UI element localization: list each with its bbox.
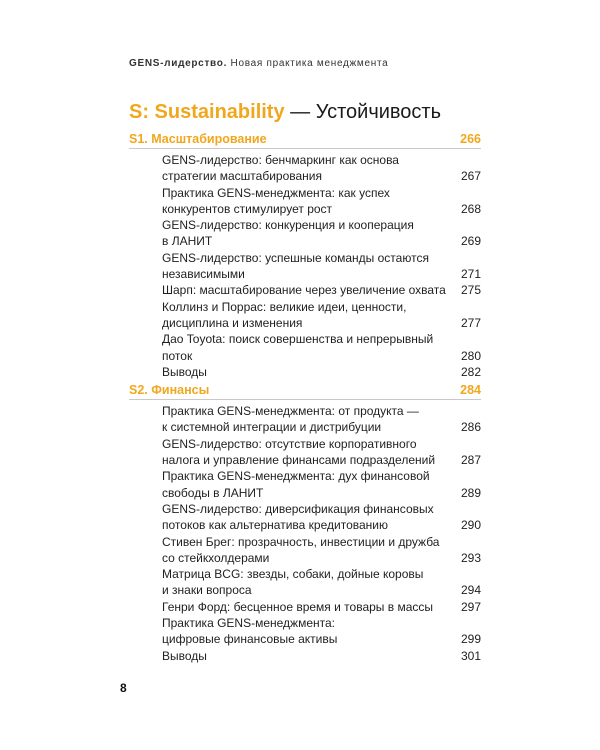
toc-entry-line: [162, 615, 481, 631]
toc-entry-text: GENS-лидерство: конкуренция и кооперация: [162, 218, 414, 233]
toc-entry[interactable]: [129, 648, 481, 664]
toc-entry-line: [162, 266, 481, 282]
toc-entry-page: 271: [460, 267, 481, 282]
toc-entry-line: [162, 185, 481, 201]
toc-entry-page: 293: [460, 550, 481, 565]
toc-entry-page: 282: [460, 364, 481, 379]
toc-entry-text: цифровые финансовые активы: [162, 632, 338, 647]
toc-entry-line: [162, 485, 481, 501]
toc-entry-page: 286: [460, 420, 481, 435]
toc-entry-text: Практика GENS-менеджмента: дух финансовой: [162, 469, 430, 484]
section-title-text: Устойчивость: [315, 101, 442, 123]
running-header: [129, 58, 388, 69]
toc-entry-line: [162, 201, 481, 217]
toc-entry-text: GENS-лидерство: успешные команды остаются: [162, 250, 429, 265]
toc-entry[interactable]: [129, 185, 481, 218]
toc-entry-text: Практика GENS-менеджмента: как успех: [162, 185, 390, 200]
page-number: 8: [120, 681, 127, 695]
toc-chapter-page: 266: [460, 132, 481, 146]
toc-chapter-page: 284: [460, 383, 481, 398]
toc-entry-text: потоков как альтернатива кредитованию: [162, 518, 388, 533]
book-subtitle: Новая практика менеджмента: [230, 58, 389, 69]
toc-entry-text: Шарп: масштабирование через увеличение охвата: [162, 283, 446, 298]
toc-entry-line: [162, 250, 481, 266]
toc-entry-page: 275: [460, 283, 481, 298]
toc-entry-line: [162, 468, 481, 484]
book-brand: GENS-лидерство.: [129, 58, 228, 69]
toc-entry-page: 290: [460, 518, 481, 533]
toc-entry-line: [162, 452, 481, 468]
toc-entry-line: [162, 517, 481, 533]
toc-entry[interactable]: [129, 436, 481, 469]
toc-chapter-heading[interactable]: [129, 131, 481, 149]
toc-entry-line: [162, 534, 481, 550]
toc-entry-line: [162, 299, 481, 315]
toc-entry-line: [162, 233, 481, 249]
toc-entry-text: в ЛАНИТ: [162, 234, 213, 249]
toc-entry-line: [162, 436, 481, 452]
toc-entry-text: независимыми: [162, 267, 245, 282]
toc-entry-page: 269: [460, 234, 481, 249]
toc-entry-text: свободы в ЛАНИТ: [162, 485, 264, 500]
table-of-contents: [129, 131, 481, 664]
toc-entry-text: Выводы: [162, 364, 207, 379]
toc-entry-text: GENS-лидерство: бенчмаркинг как основа: [162, 153, 399, 167]
toc-entry[interactable]: [129, 615, 481, 648]
toc-entry[interactable]: [129, 403, 481, 436]
toc-entry-page: 287: [460, 453, 481, 468]
toc-entry-line: [162, 168, 481, 184]
toc-entry[interactable]: [129, 217, 481, 250]
toc-entry[interactable]: [129, 152, 481, 185]
toc-entry-text: стратегии масштабирования: [162, 169, 322, 184]
toc-entry-line: [162, 152, 481, 168]
toc-entry-line: [162, 403, 481, 419]
toc-entry-text: дисциплина и изменения: [162, 315, 303, 330]
toc-entry-line: [162, 501, 481, 517]
toc-entry[interactable]: [129, 299, 481, 332]
toc-entry[interactable]: [129, 468, 481, 501]
toc-entry[interactable]: [129, 250, 481, 283]
toc-entry-text: Матрица BCG: звезды, собаки, дойные коровы: [162, 567, 424, 582]
toc-entry[interactable]: [129, 599, 481, 615]
toc-entry-line: [162, 648, 481, 664]
toc-entry-text: поток: [162, 348, 193, 363]
toc-entry-page: 294: [460, 583, 481, 598]
toc-entry[interactable]: [129, 364, 481, 380]
toc-entry-text: Практика GENS-менеджмента: от продукта —: [162, 404, 419, 419]
toc-entry-text: Выводы: [162, 648, 207, 663]
section-title: [129, 101, 441, 124]
toc-entry-line: [162, 364, 481, 380]
toc-entry-text: GENS-лидерство: отсутствие корпоративного: [162, 436, 417, 451]
toc-chapter-title: S1. Масштабирование: [129, 132, 267, 146]
toc-entry-line: [162, 419, 481, 435]
toc-chapter-heading[interactable]: [129, 382, 481, 400]
toc-entry-text: Дао Toyota: поиск совершенства и непрерывный: [162, 332, 434, 347]
toc-entry-line: [162, 282, 481, 298]
toc-entry-text: GENS-лидерство: диверсификация финансовых: [162, 501, 434, 516]
toc-entry-line: [162, 217, 481, 233]
toc-entry-page: 267: [460, 169, 481, 184]
toc-entry-text: конкурентов стимулирует рост: [162, 201, 333, 216]
toc-entry-page: 268: [460, 201, 481, 216]
toc-entry[interactable]: [129, 331, 481, 364]
toc-entry-line: [162, 348, 481, 364]
toc-entry-page: 277: [460, 315, 481, 330]
toc-entry-text: Коллинз и Поррас: великие идеи, ценности,: [162, 299, 407, 314]
section-label: S: Sustainability: [129, 101, 285, 123]
toc-entry[interactable]: [129, 566, 481, 599]
toc-entry-page: 299: [460, 632, 481, 647]
toc-entry-text: со стейкхолдерами: [162, 550, 270, 565]
toc-entry-line: [162, 599, 481, 615]
toc-entry[interactable]: [129, 534, 481, 567]
toc-entry-text: к системной интеграции и дистрибуции: [162, 420, 382, 435]
section-dash: —: [290, 101, 311, 123]
toc-entry-page: 297: [460, 599, 481, 614]
toc-entry-line: [162, 315, 481, 331]
toc-entry-text: Практика GENS-менеджмента:: [162, 616, 335, 631]
toc-entry[interactable]: [129, 282, 481, 298]
toc-chapter-title: S2. Финансы: [129, 383, 210, 398]
toc-entry-text: налога и управление финансами подразделений: [162, 453, 436, 468]
toc-entry-line: [162, 566, 481, 582]
toc-entry-text: и знаки вопроса: [162, 583, 252, 598]
toc-entry-line: [162, 631, 481, 647]
toc-entry[interactable]: [129, 501, 481, 534]
toc-entry-line: [162, 582, 481, 598]
toc-entry-page: 301: [460, 648, 481, 663]
toc-entry-text: Стивен Брег: прозрачность, инвестиции и дружба: [162, 534, 440, 549]
toc-entry-page: 289: [460, 485, 481, 500]
toc-entry-text: Генри Форд: бесценное время и товары в массы: [162, 599, 434, 614]
toc-entry-line: [162, 550, 481, 566]
toc-entry-line: [162, 331, 481, 347]
toc-entry-page: 280: [460, 348, 481, 363]
